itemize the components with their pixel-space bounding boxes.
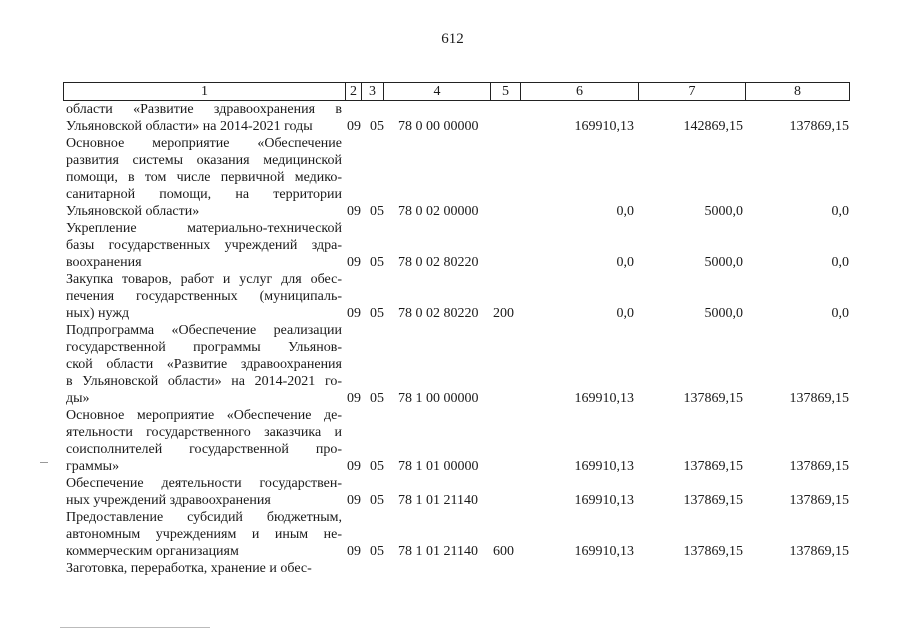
- amount-col-8: 137869,15: [789, 391, 849, 406]
- subsection-code: 05: [370, 459, 384, 474]
- section-code: 09: [347, 459, 361, 474]
- table-row: [0, 220, 905, 271]
- target-article-code: 78 1 00 00000: [398, 391, 479, 406]
- section-code: 09: [347, 306, 361, 321]
- table-row: [0, 509, 905, 560]
- page-number: 612: [441, 31, 464, 47]
- description-line: Заготовка, переработка, хранение и обес-: [66, 561, 312, 576]
- amount-col-7: 5000,0: [704, 204, 743, 219]
- target-article-code: 78 1 01 00000: [398, 459, 479, 474]
- amount-col-7: 5000,0: [704, 306, 743, 321]
- description-line: Основное мероприятие «Обеспечение де-: [66, 408, 342, 423]
- amount-col-7: 137869,15: [683, 544, 743, 559]
- row-description: [66, 475, 342, 509]
- description-line: ных учреждений здравоохранения: [66, 493, 271, 508]
- amount-col-6: 169910,13: [574, 119, 634, 134]
- description-line: ных) нужд: [66, 306, 130, 321]
- table-header: [63, 82, 850, 101]
- amount-col-6: 169910,13: [574, 391, 634, 406]
- description-line: развития системы оказания медицинской: [66, 153, 342, 168]
- section-code: 09: [347, 544, 361, 559]
- row-description: [66, 135, 342, 220]
- table-row: [0, 475, 905, 509]
- description-line: в Ульяновской области» на 2014-2021 го-: [66, 374, 342, 389]
- row-description: [66, 509, 342, 560]
- subsection-code: 05: [370, 493, 384, 508]
- description-line: печения государственных (муниципаль-: [66, 289, 342, 304]
- description-line: Ульяновской области» на 2014-2021 годы: [66, 119, 313, 134]
- amount-col-7: 137869,15: [683, 459, 743, 474]
- column-header-5: 5: [491, 83, 521, 100]
- description-line: государственной программы Ульянов-: [66, 340, 342, 355]
- table-row: [0, 560, 905, 577]
- subsection-code: 05: [370, 204, 384, 219]
- description-line: области «Развитие здравоохранения в: [66, 102, 342, 117]
- amount-col-8: 137869,15: [789, 493, 849, 508]
- amount-col-6: 0,0: [616, 306, 634, 321]
- amount-col-7: 137869,15: [683, 493, 743, 508]
- amount-col-6: 169910,13: [574, 493, 634, 508]
- target-article-code: 78 1 01 21140: [398, 493, 478, 508]
- column-header-2: 2: [346, 83, 362, 100]
- amount-col-8: 0,0: [831, 204, 849, 219]
- column-header-4: 4: [384, 83, 491, 100]
- amount-col-7: 142869,15: [683, 119, 743, 134]
- description-line: Основное мероприятие «Обеспечение: [66, 136, 342, 151]
- amount-col-6: 169910,13: [574, 544, 634, 559]
- amount-col-7: 5000,0: [704, 255, 743, 270]
- section-code: 09: [347, 391, 361, 406]
- column-header-3: 3: [362, 83, 384, 100]
- row-description: [66, 407, 342, 475]
- amount-col-6: 169910,13: [574, 459, 634, 474]
- table-body: [0, 101, 905, 577]
- description-line: помощи, в том числе первичной медико-: [66, 170, 342, 185]
- description-line: соисполнителей государственной про-: [66, 442, 342, 457]
- row-description: [66, 220, 342, 271]
- amount-col-7: 137869,15: [683, 391, 743, 406]
- description-line: ятельности государственного заказчика и: [66, 425, 342, 440]
- section-code: 09: [347, 255, 361, 270]
- subsection-code: 05: [370, 119, 384, 134]
- description-line: коммерческим организациям: [66, 544, 239, 559]
- description-line: Обеспечение деятельности государствен-: [66, 476, 342, 491]
- amount-col-8: 137869,15: [789, 544, 849, 559]
- amount-col-8: 137869,15: [789, 459, 849, 474]
- subsection-code: 05: [370, 544, 384, 559]
- table-row: [0, 101, 905, 135]
- description-line: Укрепление материально-технической: [66, 221, 342, 236]
- row-description: [66, 322, 342, 407]
- row-description: [66, 101, 342, 135]
- column-header-1: 1: [64, 83, 346, 100]
- target-article-code: 78 0 02 80220: [398, 255, 479, 270]
- description-line: Закупка товаров, работ и услуг для обес-: [66, 272, 342, 287]
- subsection-code: 05: [370, 391, 384, 406]
- column-header-6: 6: [521, 83, 639, 100]
- description-line: Предоставление субсидий бюджетным,: [66, 510, 342, 525]
- description-line: воохранения: [66, 255, 142, 270]
- amount-col-6: 0,0: [616, 255, 634, 270]
- table-row: [0, 135, 905, 220]
- description-line: ды»: [66, 391, 90, 406]
- row-description: [66, 560, 342, 577]
- section-code: 09: [347, 119, 361, 134]
- column-header-7: 7: [639, 83, 746, 100]
- description-line: ской области «Развитие здравоохранения: [66, 357, 342, 372]
- target-article-code: 78 0 02 00000: [398, 204, 479, 219]
- target-article-code: 78 0 02 80220: [398, 306, 479, 321]
- section-code: 09: [347, 493, 361, 508]
- subsection-code: 05: [370, 255, 384, 270]
- target-article-code: 78 1 01 21140: [398, 544, 478, 559]
- scan-artifact: [40, 462, 48, 463]
- column-header-8: 8: [794, 84, 801, 99]
- table-row: [0, 407, 905, 475]
- expense-type-code: 200: [493, 306, 514, 321]
- table-row: [0, 322, 905, 407]
- section-code: 09: [347, 204, 361, 219]
- expense-type-code: 600: [493, 544, 514, 559]
- description-line: автономным учреждениям и иным не-: [66, 527, 342, 542]
- row-description: [66, 271, 342, 322]
- description-line: базы государственных учреждений здра-: [66, 238, 342, 253]
- target-article-code: 78 0 00 00000: [398, 119, 479, 134]
- scan-artifact: [60, 627, 210, 628]
- amount-col-8: 137869,15: [789, 119, 849, 134]
- amount-col-6: 0,0: [616, 204, 634, 219]
- description-line: Подпрограмма «Обеспечение реализации: [66, 323, 342, 338]
- subsection-code: 05: [370, 306, 384, 321]
- table-row: [0, 271, 905, 322]
- description-line: санитарной помощи, на территории: [66, 187, 342, 202]
- amount-col-8: 0,0: [831, 255, 849, 270]
- description-line: граммы»: [66, 459, 120, 474]
- amount-col-8: 0,0: [831, 306, 849, 321]
- description-line: Ульяновской области»: [66, 204, 200, 219]
